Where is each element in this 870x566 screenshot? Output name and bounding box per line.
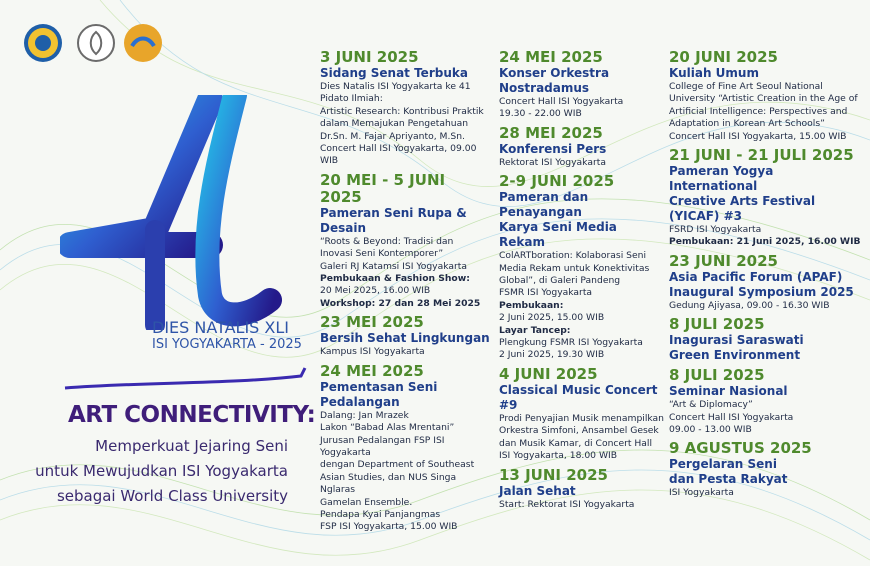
event-title: Pameran dan Penayangan bbox=[499, 190, 589, 220]
event-detail: dan Musik Kamar, di Concert Hall bbox=[499, 437, 653, 449]
event-detail: Adaptation in Korean Art Schools” bbox=[669, 118, 825, 130]
event-title: Pameran Yogya International bbox=[669, 164, 774, 194]
event-title: Seminar Nasional bbox=[669, 384, 788, 399]
event-title: Creative Arts Festival (YICAF) #3 bbox=[669, 194, 816, 224]
event-column-1 bbox=[320, 49, 492, 538]
event-detail: 2 Juni 2025, 15.00 WIB bbox=[499, 312, 605, 324]
event-detail: Orkestra Simfoni, Ansambel Gesek bbox=[499, 425, 659, 437]
event-detail: Dies Natalis ISI Yogyakarta ke 41 bbox=[320, 81, 471, 92]
event-detail: Concert Hall ISI Yogyakarta, 09.00 WIB bbox=[320, 143, 477, 167]
event-block bbox=[499, 125, 665, 169]
event-title: dan Pesta Rakyat bbox=[669, 472, 788, 487]
event-detail: Rektorat ISI Yogyakarta bbox=[499, 156, 606, 168]
event-date: 4 JUNI 2025 bbox=[499, 364, 598, 383]
event-detail: FSRD ISI Yogyakarta bbox=[669, 224, 762, 236]
event-block bbox=[320, 363, 492, 534]
event-detail: Lakon “Babad Alas Mrentani” bbox=[320, 422, 455, 434]
event-detail: 2 Juni 2025, 19.30 WIB bbox=[499, 349, 605, 361]
event-detail: FSP ISI Yogyakarta, 15.00 WIB bbox=[320, 521, 458, 533]
event-title: Green Environment bbox=[669, 348, 801, 363]
event-detail: “Art & Diplomacy” bbox=[669, 399, 753, 411]
event-title: Asia Pacific Forum (APAF) bbox=[669, 269, 843, 284]
event-date: 23 JUNI 2025 bbox=[669, 251, 778, 270]
dies-natalis-label bbox=[152, 319, 302, 353]
event-block bbox=[669, 316, 864, 363]
event-detail: Start: Rektorat ISI Yogyakarta bbox=[499, 498, 635, 510]
event-block bbox=[320, 172, 492, 310]
event-detail: Concert Hall ISI Yogyakarta bbox=[669, 411, 794, 423]
dies-institution: ISI YOGYAKARTA - 2025 bbox=[152, 337, 302, 352]
event-detail: Dalang: Jan Mrazek bbox=[320, 409, 409, 421]
dies-logo-icon bbox=[124, 24, 162, 62]
event-date: 8 JULI 2025 bbox=[669, 366, 765, 385]
event-title: Konser Orkestra Nostradamus bbox=[499, 66, 610, 95]
event-detail: 09.00 - 13.00 WIB bbox=[669, 424, 752, 436]
dies-title: DIES NATALIS XLI bbox=[152, 318, 290, 337]
event-block bbox=[499, 467, 665, 511]
event-block bbox=[669, 147, 864, 249]
event-detail: Kampus ISI Yogyakarta bbox=[320, 346, 425, 358]
event-detail: Pendapa Kyai Panjangmas bbox=[320, 508, 441, 520]
event-block bbox=[499, 49, 665, 121]
event-detail: Global”, di Galeri Pandeng bbox=[499, 275, 621, 287]
event-detail: Pembukaan: 21 Juni 2025, 16.00 WIB bbox=[669, 236, 861, 248]
event-title: Konferensi Pers bbox=[499, 141, 607, 156]
event-detail: University “Artistic Creation in the Age of bbox=[669, 93, 858, 105]
event-detail: Artificial Intelligence: Perspectives and bbox=[669, 105, 848, 117]
ribbon-underline bbox=[63, 362, 308, 392]
event-detail: ISI Yogyakarta, 18.00 WIB bbox=[499, 450, 618, 462]
event-title: Jalan Sehat bbox=[499, 483, 576, 498]
event-block bbox=[320, 49, 492, 168]
event-block bbox=[499, 173, 665, 362]
event-detail: Galeri RJ Katamsi ISI Yogyakarta bbox=[320, 260, 468, 272]
event-block bbox=[499, 366, 665, 463]
event-detail: Inovasi Seni Kontemporer” bbox=[320, 248, 444, 260]
event-title: Pergelaran Seni bbox=[669, 457, 777, 472]
headline: ART CONNECTIVITY: bbox=[68, 402, 316, 428]
event-column-3 bbox=[669, 49, 864, 504]
event-detail: Concert Hall ISI Yogyakarta bbox=[499, 96, 624, 107]
event-title: Sidang Senat Terbuka bbox=[320, 66, 468, 80]
event-block bbox=[669, 367, 864, 436]
event-block bbox=[669, 49, 864, 143]
event-detail: Asian Studies, dan NUS Singa Nglaras bbox=[320, 471, 457, 496]
event-detail: Plengkung FSMR ISI Yogyakarta bbox=[499, 337, 643, 349]
event-detail: Gedung Ajiyasa, 09.00 - 16.30 WIB bbox=[669, 299, 830, 311]
event-title: Inaugural Symposium 2025 bbox=[669, 284, 854, 299]
event-title: Karya Seni Media Rekam bbox=[499, 220, 617, 250]
subheadline bbox=[35, 434, 288, 509]
event-block bbox=[320, 314, 492, 358]
event-date: 2-9 JUNI 2025 bbox=[499, 172, 615, 191]
event-detail: College of Fine Art Seoul National bbox=[669, 81, 823, 92]
dies-41-emblem bbox=[60, 95, 310, 330]
event-detail: Pembukaan & Fashion Show: bbox=[320, 273, 470, 285]
event-detail: ColARTboration: Kolaborasi Seni bbox=[499, 250, 647, 262]
event-title: Pementasan Seni Pedalangan bbox=[320, 379, 438, 409]
event-detail: Workshop: 27 dan 28 Mei 2025 bbox=[320, 297, 481, 309]
event-detail: ISI Yogyakarta bbox=[669, 487, 734, 499]
event-detail: Jurusan Pedalangan FSP ISI Yogyakarta bbox=[320, 434, 445, 458]
event-detail: Pembukaan: bbox=[499, 299, 564, 311]
event-detail: 19.30 - 22.00 WIB bbox=[499, 108, 582, 120]
event-date: 8 JULI 2025 bbox=[669, 315, 765, 334]
event-block bbox=[669, 440, 864, 499]
event-detail: 20 Mei 2025, 16.00 WIB bbox=[320, 285, 431, 297]
event-date: 24 MEI 2025 bbox=[320, 361, 424, 380]
event-date: 20 JUNI 2025 bbox=[669, 48, 778, 66]
subheadline-line: sebagai World Class University bbox=[56, 487, 288, 505]
ministry-logo-icon bbox=[24, 24, 62, 62]
subheadline-line: Memperkuat Jejaring Seni bbox=[95, 437, 288, 455]
event-detail: Pidato Ilmiah: bbox=[320, 93, 383, 105]
event-detail: Artistic Research: Kontribusi Praktik bbox=[320, 105, 484, 117]
isi-logo-icon bbox=[77, 24, 115, 62]
event-date: 21 JUNI - 21 JULI 2025 bbox=[669, 146, 854, 165]
event-detail: Media Rekam untuk Konektivitas bbox=[499, 262, 650, 274]
event-detail: dengan Department of Southeast bbox=[320, 459, 475, 471]
event-detail: Concert Hall ISI Yogyakarta, 15.00 WIB bbox=[669, 130, 847, 142]
event-detail: FSMR ISI Yogyakarta bbox=[499, 287, 593, 299]
event-title: Bersih Sehat Lingkungan bbox=[320, 331, 490, 346]
subheadline-line: untuk Mewujudkan ISI Yogyakarta bbox=[35, 462, 288, 480]
event-detail: Prodi Penyajian Musik menampilkan bbox=[499, 412, 664, 424]
event-title: Pameran Seni Rupa & Desain bbox=[320, 205, 467, 235]
event-detail: “Roots & Beyond: Tradisi dan bbox=[320, 235, 454, 247]
event-detail: dalam Memajukan Pengetahuan bbox=[320, 118, 469, 130]
event-detail: Layar Tancep: bbox=[499, 324, 571, 336]
event-date: 23 MEI 2025 bbox=[320, 313, 424, 332]
event-date: 28 MEI 2025 bbox=[499, 123, 603, 142]
event-block bbox=[669, 253, 864, 312]
event-date: 24 MEI 2025 bbox=[499, 48, 603, 66]
event-date: 13 JUNI 2025 bbox=[499, 465, 608, 484]
event-detail: Dr.Sn. M. Fajar Apriyanto, M.Sn. bbox=[320, 130, 465, 142]
event-title: Kuliah Umum bbox=[669, 66, 759, 80]
event-title: Inagurasi Saraswati bbox=[669, 333, 804, 348]
event-column-2 bbox=[499, 49, 665, 515]
event-date: 3 JUNI 2025 bbox=[320, 48, 419, 66]
event-title: Classical Music Concert #9 bbox=[499, 382, 658, 412]
event-detail: Gamelan Ensemble. bbox=[320, 496, 413, 508]
event-date: 9 AGUSTUS 2025 bbox=[669, 439, 812, 458]
event-date: 20 MEI - 5 JUNI 2025 bbox=[320, 170, 446, 206]
